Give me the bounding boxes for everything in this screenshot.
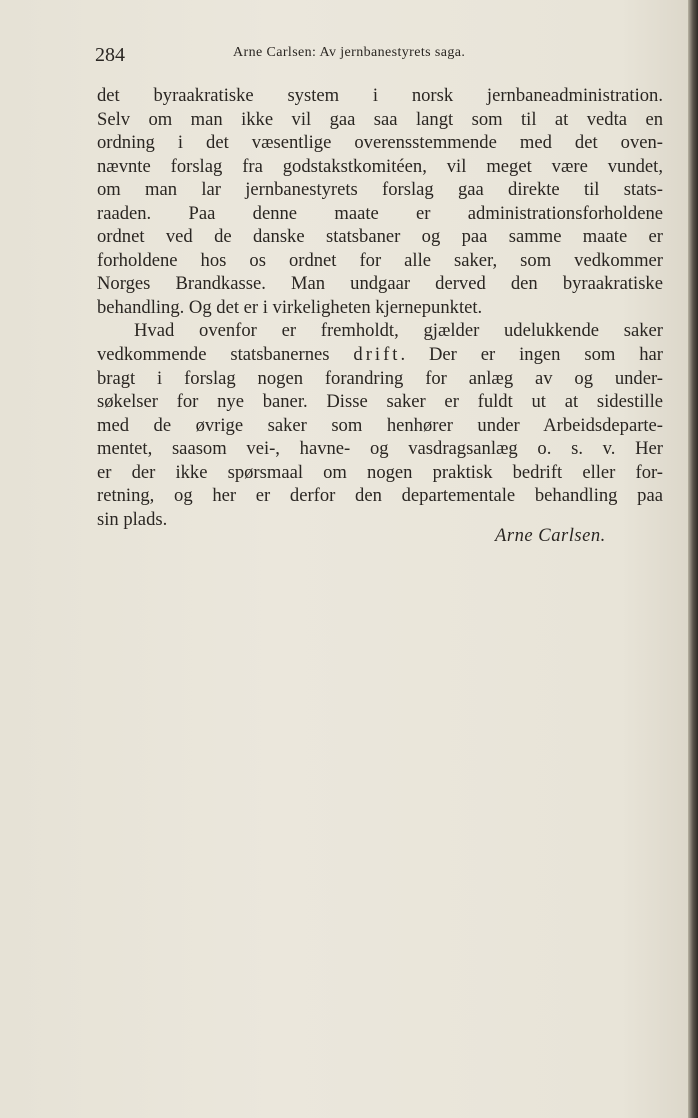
text-line-emphasis (97, 343, 663, 367)
text-line: det byraakratiske system i norsk jernbaneadministration. (97, 85, 663, 106)
text-line: sin plads. (97, 508, 168, 530)
text-line: bragt i forslag nogen forandring for anlæg av og under- (97, 367, 663, 389)
book-spine-edge (688, 0, 698, 1118)
spaced-emphasis: drift (353, 344, 401, 366)
text-line: Hvad ovenfor er fremholdt, gjælder udelukkende saker (134, 320, 663, 342)
body-text (97, 84, 663, 531)
text-line: er der ikke spørsmaal om nogen praktisk bedrift eller for- (97, 461, 663, 483)
text-line: Norges Brandkasse. Man undgaar derved den byraakratiske (97, 273, 663, 295)
text-span: vedkommende statsbanernes (97, 344, 354, 366)
text-line: om man lar jernbanestyrets forslag gaa direkte til stats- (97, 179, 663, 201)
text-line: ordnet ved de danske statsbaner og paa samme maate er (97, 226, 663, 248)
page-number: 284 (95, 44, 125, 66)
text-line: mentet, saasom vei-, havne- og vasdragsanlæg o. s. v. Her (97, 438, 663, 460)
author-signature: Arne Carlsen. (495, 525, 606, 546)
text-line: ordning i det væsentlige overensstemmende med det oven- (97, 132, 663, 154)
text-line: med de øvrige saker som henhører under Arbeidsdeparte- (97, 414, 663, 436)
text-line: raaden. Paa denne maate er administrationsforholdene (97, 202, 663, 224)
running-header: Arne Carlsen: Av jernbanestyrets saga. (233, 45, 466, 60)
text-line: nævnte forslag fra godstakstkomitéen, vil meget være vundet, (97, 155, 663, 177)
text-line: retning, og her er derfor den departementale behandling paa (97, 485, 663, 507)
text-line: behandling. Og det er i virkeligheten kjernepunktet. (97, 296, 483, 318)
text-line: Selv om man ikke vil gaa saa langt som til at vedta en (97, 108, 663, 130)
text-span: . Der er ingen som har (400, 344, 663, 366)
text-line: forholdene hos os ordnet for alle saker, som vedkommer (97, 249, 663, 271)
text-line: søkelser for nye baner. Disse saker er fuldt ut at sidestille (97, 391, 663, 413)
